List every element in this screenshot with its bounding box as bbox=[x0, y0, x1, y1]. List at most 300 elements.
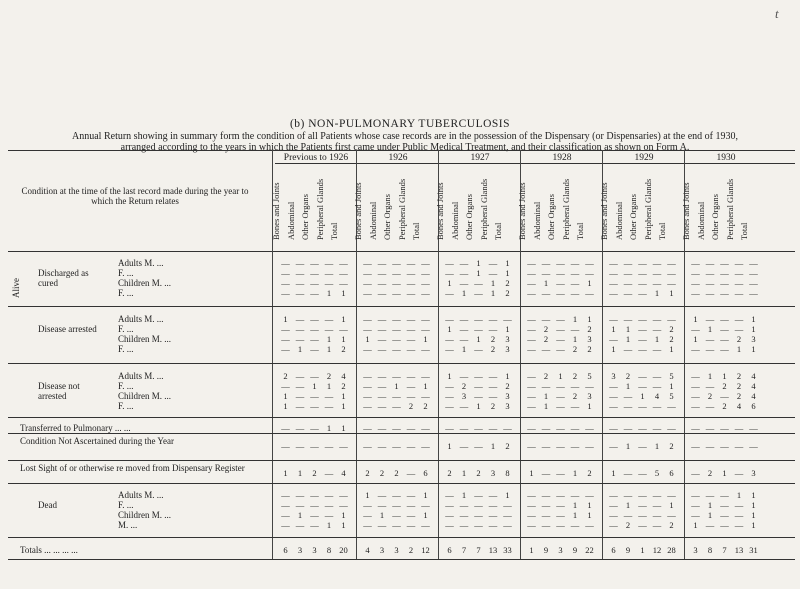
table-cell: — bbox=[691, 324, 700, 334]
table-cell: — bbox=[691, 268, 700, 278]
table-cell: — bbox=[527, 500, 536, 510]
table-cell: 1 bbox=[751, 520, 756, 530]
table-cell: — bbox=[295, 401, 305, 411]
table-cell: — bbox=[310, 401, 319, 411]
table-cell: — bbox=[609, 441, 618, 451]
table-cell: — bbox=[556, 441, 565, 451]
table-cell: — bbox=[281, 288, 290, 298]
table-cell: — bbox=[324, 510, 334, 520]
table-cell: — bbox=[295, 423, 305, 433]
table-cell: 1 bbox=[558, 371, 563, 381]
table-cell: — bbox=[459, 423, 469, 433]
table-cell: — bbox=[445, 258, 454, 268]
table-cell: — bbox=[488, 268, 498, 278]
table-cell: — bbox=[691, 344, 700, 354]
table-cell: — bbox=[638, 468, 647, 478]
table-cell: — bbox=[734, 423, 744, 433]
table-cell: — bbox=[295, 278, 305, 288]
table-cell: — bbox=[527, 381, 536, 391]
table-cell: — bbox=[503, 423, 512, 433]
column-header-text: Bones and Joints bbox=[271, 182, 281, 240]
table-cell: — bbox=[324, 391, 334, 401]
table-cell: 1 bbox=[572, 314, 578, 324]
table-cell: — bbox=[406, 344, 416, 354]
table-cell: — bbox=[310, 510, 319, 520]
table-cell: — bbox=[705, 423, 715, 433]
table-cell: 1 bbox=[587, 278, 592, 288]
table-cell: — bbox=[570, 381, 580, 391]
table-cell: 3 bbox=[693, 545, 698, 555]
table-cell: 3 bbox=[505, 334, 510, 344]
table-cell: 1 bbox=[447, 278, 452, 288]
single-row-label: Transferred to Pulmonary ... ... bbox=[20, 423, 131, 433]
column-header-text: Abdominal bbox=[285, 201, 296, 240]
table-cell: 3 bbox=[587, 391, 592, 401]
table-cell: 1 bbox=[543, 401, 549, 411]
table-cell: — bbox=[652, 344, 662, 354]
table-cell: — bbox=[474, 344, 483, 354]
table-cell: — bbox=[310, 344, 319, 354]
column-header-text: Bones and Joints bbox=[599, 182, 609, 240]
table-cell: 1 bbox=[611, 468, 616, 478]
table-cell: — bbox=[652, 324, 662, 334]
table-cell: — bbox=[652, 490, 662, 500]
table-cell: — bbox=[667, 401, 676, 411]
table-cell: 1 bbox=[447, 324, 452, 334]
table-cell: — bbox=[295, 268, 305, 278]
row-rule bbox=[8, 363, 795, 364]
table-cell: 2 bbox=[490, 334, 496, 344]
table-cell: — bbox=[421, 258, 430, 268]
table-cell: 2 bbox=[669, 334, 674, 344]
table-cell: — bbox=[377, 334, 387, 344]
table-cell: 1 bbox=[341, 314, 346, 324]
table-cell: 1 bbox=[341, 401, 346, 411]
table-cell: — bbox=[720, 441, 729, 451]
table-cell: 9 bbox=[572, 545, 578, 555]
table-cell: — bbox=[638, 344, 647, 354]
table-cell: — bbox=[691, 371, 700, 381]
table-cell: — bbox=[638, 258, 647, 268]
table-cell: — bbox=[310, 520, 319, 530]
table-cell: — bbox=[749, 288, 758, 298]
table-cell: 1 bbox=[505, 324, 510, 334]
table-cell: 1 bbox=[587, 510, 592, 520]
table-cell: — bbox=[570, 278, 580, 288]
table-cell: — bbox=[281, 268, 290, 278]
table-cell: — bbox=[445, 344, 454, 354]
table-cell: — bbox=[503, 520, 512, 530]
table-cell: — bbox=[734, 278, 744, 288]
table-cell: — bbox=[638, 278, 647, 288]
table-cell: 3 bbox=[394, 545, 399, 555]
table-cell: — bbox=[281, 258, 290, 268]
table-cell: 3 bbox=[611, 371, 616, 381]
table-cell: 4 bbox=[654, 391, 660, 401]
table-cell: — bbox=[377, 441, 387, 451]
table-cell: — bbox=[609, 490, 618, 500]
table-cell: 2 bbox=[461, 381, 467, 391]
table-cell: 1 bbox=[751, 344, 756, 354]
table-cell: — bbox=[310, 288, 319, 298]
table-cell: — bbox=[392, 391, 401, 401]
table-cell: 1 bbox=[654, 288, 660, 298]
table-cell: — bbox=[459, 510, 469, 520]
table-cell: — bbox=[295, 441, 305, 451]
table-cell: — bbox=[339, 268, 348, 278]
table-cell: 1 bbox=[326, 520, 332, 530]
table-cell: 1 bbox=[490, 288, 496, 298]
table-cell: 1 bbox=[461, 288, 467, 298]
table-cell: 1 bbox=[447, 441, 452, 451]
table-cell: 2 bbox=[476, 468, 481, 478]
row-sublabel: M. ... bbox=[118, 520, 138, 530]
table-cell: — bbox=[720, 268, 729, 278]
table-cell: — bbox=[541, 314, 551, 324]
table-cell: — bbox=[667, 268, 676, 278]
table-cell: — bbox=[474, 510, 483, 520]
table-cell: — bbox=[609, 288, 618, 298]
table-cell: — bbox=[705, 441, 715, 451]
column-header-text: Total bbox=[657, 222, 667, 240]
table-cell: — bbox=[406, 371, 416, 381]
table-cell: — bbox=[474, 314, 483, 324]
table-cell: 2 bbox=[490, 401, 496, 411]
table-cell: — bbox=[556, 324, 565, 334]
table-cell: 2 bbox=[669, 441, 674, 451]
table-cell: — bbox=[363, 510, 372, 520]
table-cell: — bbox=[527, 314, 536, 324]
table-cell: 1 bbox=[572, 468, 578, 478]
table-cell: 1 bbox=[669, 381, 674, 391]
table-cell: — bbox=[527, 391, 536, 401]
table-cell: — bbox=[339, 278, 348, 288]
table-cell: 1 bbox=[722, 371, 727, 381]
table-cell: — bbox=[705, 288, 715, 298]
column-header-text: Other Organs bbox=[464, 194, 474, 240]
table-cell: — bbox=[363, 441, 372, 451]
table-cell: 2 bbox=[505, 441, 510, 451]
table-cell: — bbox=[734, 268, 744, 278]
table-cell: — bbox=[406, 500, 416, 510]
table-cell: — bbox=[421, 520, 430, 530]
table-cell: — bbox=[705, 490, 715, 500]
table-cell: — bbox=[527, 423, 536, 433]
column-header-text: Total bbox=[493, 222, 503, 240]
table-cell: — bbox=[324, 314, 334, 324]
table-cell: — bbox=[749, 278, 758, 288]
table-cell: — bbox=[652, 278, 662, 288]
table-cell: — bbox=[609, 381, 618, 391]
table-cell: — bbox=[691, 441, 700, 451]
table-cell: — bbox=[556, 334, 565, 344]
table-cell: — bbox=[720, 520, 729, 530]
table-cell: 1 bbox=[326, 288, 332, 298]
table-cell: — bbox=[527, 258, 536, 268]
table-cell: 13 bbox=[734, 545, 744, 555]
table-cell: — bbox=[377, 344, 387, 354]
table-cell: 1 bbox=[751, 510, 756, 520]
column-header-text: Abdominal bbox=[367, 201, 378, 240]
column-header-text: Peripheral Glands bbox=[560, 178, 571, 240]
table-cell: 2 bbox=[283, 371, 288, 381]
table-cell: — bbox=[749, 441, 758, 451]
table-cell: — bbox=[392, 423, 401, 433]
table-cell: — bbox=[585, 258, 594, 268]
table-cell: 1 bbox=[423, 334, 428, 344]
table-cell: — bbox=[705, 401, 715, 411]
table-cell: — bbox=[445, 510, 454, 520]
table-cell: — bbox=[459, 324, 469, 334]
table-cell: — bbox=[363, 278, 372, 288]
table-cell: — bbox=[652, 381, 662, 391]
table-cell: — bbox=[474, 324, 483, 334]
table-cell: — bbox=[421, 324, 430, 334]
row-sublabel: F. ... bbox=[118, 288, 134, 298]
table-cell: 1 bbox=[461, 490, 467, 500]
table-cell: 1 bbox=[707, 500, 713, 510]
table-cell: — bbox=[445, 268, 454, 278]
table-cell: — bbox=[691, 401, 700, 411]
row-sublabel: F. ... bbox=[118, 344, 134, 354]
table-cell: 1 bbox=[654, 334, 660, 344]
column-header-text: Abdominal bbox=[613, 201, 624, 240]
year-header: Previous to 1926 bbox=[283, 153, 349, 163]
table-cell: — bbox=[445, 334, 454, 344]
column-header-text: Peripheral Glands bbox=[724, 178, 735, 240]
table-cell: — bbox=[459, 268, 469, 278]
table-cell: — bbox=[720, 334, 729, 344]
table-cell: — bbox=[541, 490, 551, 500]
table-cell: — bbox=[556, 391, 565, 401]
table-cell: — bbox=[527, 520, 536, 530]
table-cell: 4 bbox=[736, 401, 742, 411]
table-cell: 1 bbox=[490, 441, 496, 451]
table-cell: 33 bbox=[503, 545, 512, 555]
table-cell: — bbox=[406, 468, 416, 478]
table-cell: 2 bbox=[423, 401, 428, 411]
table-cell: — bbox=[720, 314, 729, 324]
table-cell: 1 bbox=[611, 344, 616, 354]
table-cell: 1 bbox=[490, 278, 496, 288]
table-cell: — bbox=[406, 391, 416, 401]
table-cell: — bbox=[638, 490, 647, 500]
table-cell: — bbox=[324, 324, 334, 334]
table-cell: 1 bbox=[505, 371, 510, 381]
table-cell: 1 bbox=[669, 288, 674, 298]
table-cell: — bbox=[421, 423, 430, 433]
table-cell: — bbox=[281, 490, 290, 500]
table-cell: — bbox=[377, 268, 387, 278]
table-cell: — bbox=[363, 381, 372, 391]
table-cell: 3 bbox=[505, 401, 510, 411]
table-cell: — bbox=[570, 423, 580, 433]
table-cell: — bbox=[667, 278, 676, 288]
table-cell: — bbox=[638, 500, 647, 510]
year-header: 1926 bbox=[388, 153, 408, 163]
table-cell: 6 bbox=[283, 545, 288, 555]
table-cell: 1 bbox=[476, 258, 481, 268]
table-cell: 1 bbox=[693, 520, 698, 530]
table-cell: — bbox=[734, 500, 744, 510]
table-cell: 2 bbox=[341, 381, 346, 391]
table-cell: 1 bbox=[341, 423, 346, 433]
table-cell: 2 bbox=[736, 334, 742, 344]
table-cell: — bbox=[310, 314, 319, 324]
table-cell: 4 bbox=[341, 371, 346, 381]
table-cell: — bbox=[281, 500, 290, 510]
table-cell: — bbox=[363, 288, 372, 298]
table-cell: 7 bbox=[722, 545, 727, 555]
table-cell: — bbox=[609, 500, 618, 510]
table-cell: — bbox=[392, 314, 401, 324]
table-cell: 1 bbox=[476, 268, 481, 278]
table-cell: — bbox=[421, 314, 430, 324]
table-cell: — bbox=[377, 324, 387, 334]
table-cell: — bbox=[406, 381, 416, 391]
table-cell: — bbox=[363, 401, 372, 411]
table-cell: — bbox=[459, 371, 469, 381]
table-cell: 3 bbox=[379, 545, 385, 555]
table-cell: — bbox=[570, 258, 580, 268]
table-cell: 2 bbox=[587, 344, 592, 354]
row-rule bbox=[8, 460, 795, 461]
table-cell: 3 bbox=[490, 468, 496, 478]
table-cell: — bbox=[691, 510, 700, 520]
column-header-text: Other Organs bbox=[382, 194, 392, 240]
table-cell: 2 bbox=[572, 391, 578, 401]
table-cell: — bbox=[638, 324, 647, 334]
table-cell: — bbox=[392, 371, 401, 381]
table-cell: — bbox=[734, 468, 744, 478]
table-cell: 12 bbox=[421, 545, 430, 555]
column-header-text: Bones and Joints bbox=[517, 182, 527, 240]
table-cell: — bbox=[281, 441, 290, 451]
single-row-label: Lost Sight of or otherwise re moved from Dispensary Register bbox=[20, 463, 245, 473]
table-cell: — bbox=[421, 391, 430, 401]
table-cell: 1 bbox=[654, 441, 660, 451]
table-cell: — bbox=[295, 334, 305, 344]
table-cell: — bbox=[691, 258, 700, 268]
table-cell: — bbox=[570, 268, 580, 278]
table-cell: 1 bbox=[640, 545, 645, 555]
table-cell: 5 bbox=[654, 468, 660, 478]
table-cell: — bbox=[638, 441, 647, 451]
table-cell: — bbox=[392, 324, 401, 334]
table-cell: — bbox=[310, 334, 319, 344]
row-sublabel: F. ... bbox=[118, 268, 134, 278]
row-sublabel: Children M. ... bbox=[118, 510, 171, 520]
rule-year bbox=[275, 163, 795, 164]
table-cell: — bbox=[421, 288, 430, 298]
row-sublabel: Adults M. ... bbox=[118, 371, 164, 381]
table-cell: — bbox=[734, 258, 744, 268]
table-cell: — bbox=[609, 314, 618, 324]
table-cell: — bbox=[392, 258, 401, 268]
table-cell: — bbox=[623, 258, 633, 268]
row-sublabel: Adults M. ... bbox=[118, 258, 164, 268]
table-cell: 1 bbox=[423, 490, 428, 500]
table-cell: — bbox=[377, 423, 387, 433]
table-cell: 1 bbox=[283, 468, 288, 478]
table-cell: 1 bbox=[297, 510, 303, 520]
table-cell: 9 bbox=[543, 545, 549, 555]
table-cell: — bbox=[392, 401, 401, 411]
table-cell: — bbox=[421, 278, 430, 288]
column-header-text: Peripheral Glands bbox=[396, 178, 407, 240]
table-cell: — bbox=[705, 344, 715, 354]
table-cell: — bbox=[541, 258, 551, 268]
table-cell: — bbox=[652, 423, 662, 433]
table-cell: — bbox=[734, 510, 744, 520]
table-cell: 1 bbox=[669, 344, 674, 354]
column-header-text: Other Organs bbox=[710, 194, 720, 240]
table-cell: 2 bbox=[707, 468, 713, 478]
table-cell: — bbox=[527, 441, 536, 451]
table-cell: — bbox=[421, 441, 430, 451]
table-cell: 1 bbox=[625, 441, 631, 451]
table-cell: — bbox=[638, 401, 647, 411]
table-cell: 8 bbox=[326, 545, 332, 555]
table-cell: — bbox=[339, 441, 348, 451]
table-cell: — bbox=[310, 441, 319, 451]
table-cell: — bbox=[720, 288, 729, 298]
table-cell: — bbox=[609, 334, 618, 344]
table-cell: — bbox=[527, 324, 536, 334]
table-cell: 8 bbox=[707, 545, 713, 555]
table-cell: — bbox=[324, 258, 334, 268]
rule-bottom bbox=[8, 559, 795, 560]
table-cell: 1 bbox=[394, 381, 399, 391]
table-cell: 5 bbox=[669, 391, 674, 401]
table-cell: — bbox=[527, 268, 536, 278]
table-cell: — bbox=[324, 500, 334, 510]
table-cell: — bbox=[363, 324, 372, 334]
table-cell: 1 bbox=[736, 344, 742, 354]
column-header-text: Total bbox=[739, 222, 749, 240]
table-cell: — bbox=[609, 278, 618, 288]
table-cell: — bbox=[295, 500, 305, 510]
table-cell: 1 bbox=[707, 510, 713, 520]
table-cell: — bbox=[392, 268, 401, 278]
table-cell: — bbox=[749, 268, 758, 278]
table-cell: — bbox=[459, 441, 469, 451]
table-cell: 7 bbox=[461, 545, 467, 555]
table-cell: 1 bbox=[283, 314, 288, 324]
table-cell: — bbox=[720, 258, 729, 268]
table-cell: — bbox=[474, 490, 483, 500]
table-cell: — bbox=[377, 371, 387, 381]
table-cell: — bbox=[503, 500, 512, 510]
table-cell: — bbox=[392, 520, 401, 530]
table-cell: — bbox=[445, 381, 454, 391]
table-cell: 2 bbox=[722, 381, 727, 391]
table-cell: — bbox=[281, 520, 290, 530]
table-cell: — bbox=[609, 520, 618, 530]
table-cell: 1 bbox=[423, 381, 428, 391]
table-cell: — bbox=[527, 401, 536, 411]
table-cell: — bbox=[406, 288, 416, 298]
table-cell: — bbox=[445, 500, 454, 510]
rule-head bbox=[8, 251, 795, 252]
table-cell: 1 bbox=[341, 288, 346, 298]
table-cell: 2 bbox=[365, 468, 370, 478]
table-cell: 2 bbox=[505, 288, 510, 298]
table-cell: 1 bbox=[751, 500, 756, 510]
table-cell: — bbox=[392, 490, 401, 500]
column-header-text: Other Organs bbox=[300, 194, 310, 240]
table-cell: — bbox=[585, 381, 594, 391]
